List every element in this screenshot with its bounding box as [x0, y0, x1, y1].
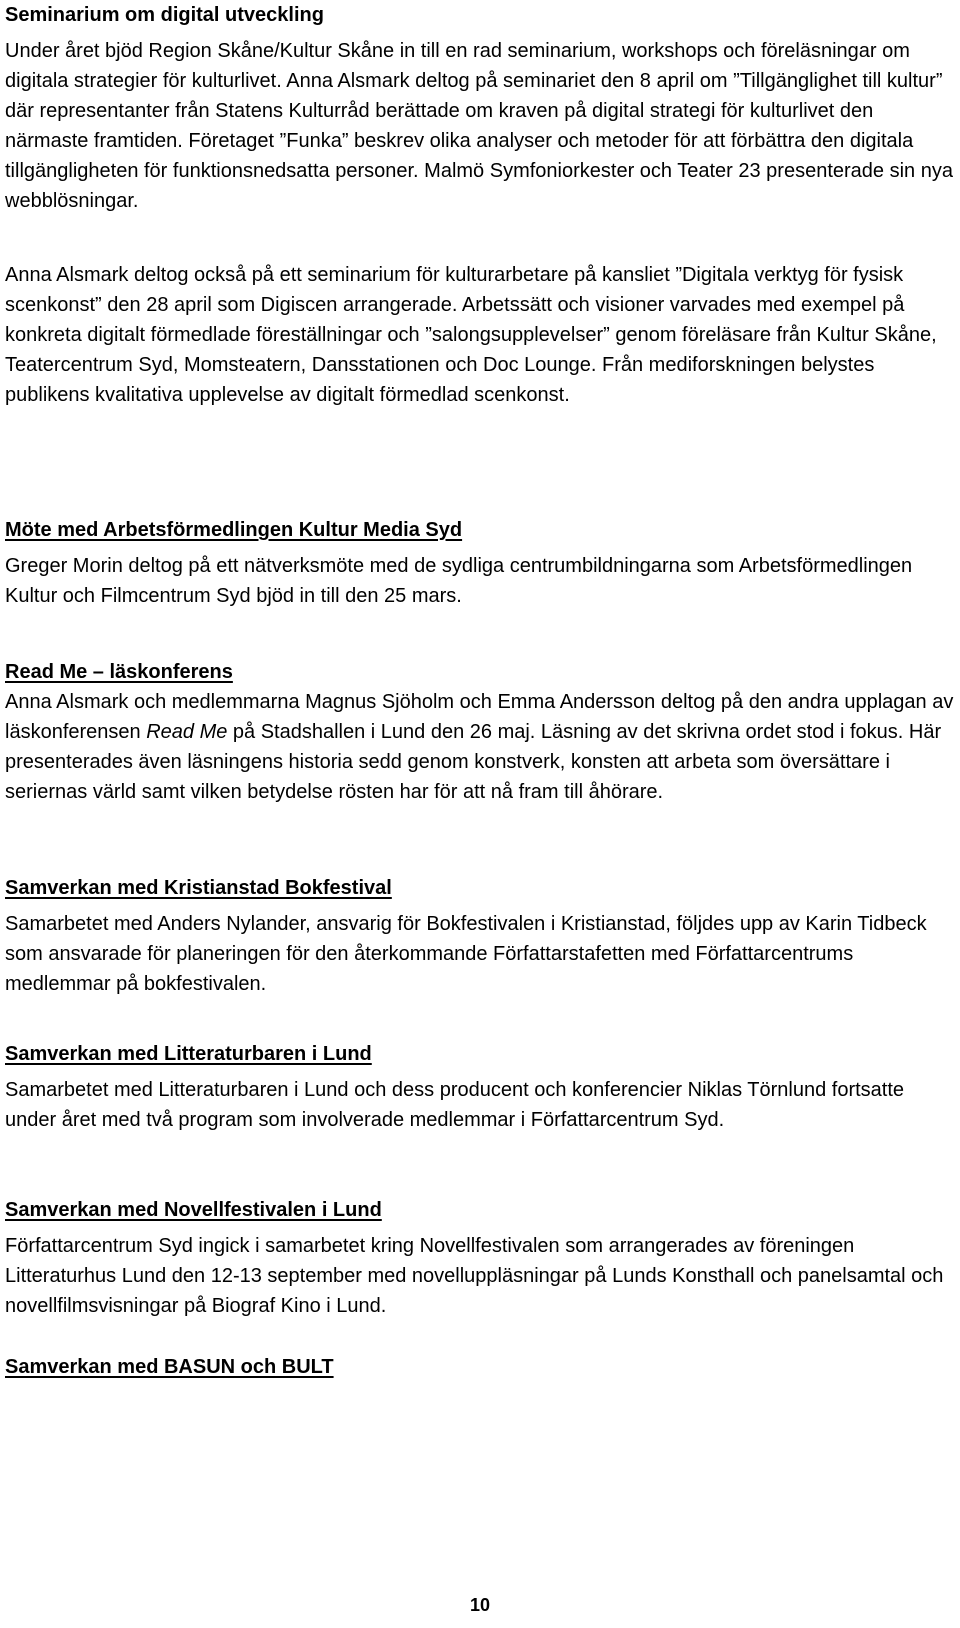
section-heading: Möte med Arbetsförmedlingen Kultur Media Syd: [5, 519, 463, 541]
section-heading: Samverkan med Litteraturbaren i Lund: [5, 1043, 372, 1065]
section-litteraturbaren: [5, 1039, 955, 1135]
page-number: 10: [469, 1595, 491, 1615]
section-heading: Seminarium om digital utveckling: [5, 4, 324, 26]
section-heading: Samverkan med BASUN och BULT: [5, 1356, 334, 1378]
section-digital-seminar: [5, 0, 955, 410]
paragraph: Anna Alsmark deltog också på ett seminarium för kulturarbetare på kansliet ”Digitala verktyg för fysisk scenkonst” den 28 april som Digiscen arrangerade. Arbetssätt och visioner varvades med exempel på konkreta digitalt förmedlade föreställningar och ”salongsupplevelser” genom föreläsare från Kultur Skåne, Teatercentrum Syd, Momsteatern, Dansstationen och Doc Lounge. Från mediforskningen belystes publikens kvalitativa upplevelse av digitalt förmedlad scenkonst.: [5, 264, 937, 406]
text-run: Anna Alsmark och medlemmarna Magnus Sjöholm och Emma Andersson deltog på den andra upplagan av läskonferensen: [5, 691, 954, 743]
section-heading: Samverkan med Novellfestivalen i Lund: [5, 1199, 382, 1221]
paragraph: Samarbetet med Anders Nylander, ansvarig för Bokfestivalen i Kristianstad, följdes upp av Karin Tidbeck som ansvarade för planeringen för den återkommande Författarstafetten med Författarcentrums medlemmar på bokfestivalen.: [5, 913, 927, 995]
section-basun-bult: [5, 1352, 955, 1382]
text-run: på Stadshallen i Lund den 26 maj. Läsning av det skrivna ordet stod i fokus. Här presenterades även läsningens historia sedd genom konstverk, konsten att arbeta som översättare i seriernas värld samt vilken betydelse rösten har för att nå fram till åhörare.: [5, 721, 942, 803]
section-heading: Samverkan med Kristianstad Bokfestival: [5, 877, 392, 899]
paragraph: Författarcentrum Syd ingick i samarbetet kring Novellfestivalen som arrangerades av föreningen Litteraturhus Lund den 12-13 september med novelluppläsningar på Lunds Konsthall och panelsamtal och novellfilmsvisningar på Biograf Kino i Lund.: [5, 1235, 944, 1317]
section-kristianstad-bokfestival: [5, 873, 955, 999]
paragraph: Greger Morin deltog på ett nätverksmöte med de sydliga centrumbildningarna som Arbetsförmedlingen Kultur och Filmcentrum Syd bjöd in till den 25 mars.: [5, 555, 913, 607]
italic-title: Read Me: [146, 721, 228, 743]
section-read-me: [5, 657, 955, 807]
section-novellfestivalen: [5, 1195, 955, 1321]
paragraph: [5, 687, 955, 807]
section-arbetsformedlingen: [5, 515, 955, 611]
paragraph: Under året bjöd Region Skåne/Kultur Skåne in till en rad seminarium, workshops och föreläsningar om digitala strategier för kulturlivet. Anna Alsmark deltog på seminariet den 8 april om ”Tillgänglighet till kultur” där representanter från Statens Kulturråd berättade om kraven på digital strategi för kulturlivet den närmaste framtiden. Företaget ”Funka” beskrev olika analyser och metoder för att förbättra den digitala tillgängligheten för funktionsnedsatta personer. Malmö Symfoniorkester och Teater 23 presenterade sin nya webblösningar.: [5, 40, 953, 212]
section-heading: Read Me – läskonferens: [5, 661, 233, 683]
paragraph: Samarbetet med Litteraturbaren i Lund och dess producent och konferencier Niklas Törnlund fortsatte under året med två program som involverade medlemmar i Författarcentrum Syd.: [5, 1079, 905, 1131]
